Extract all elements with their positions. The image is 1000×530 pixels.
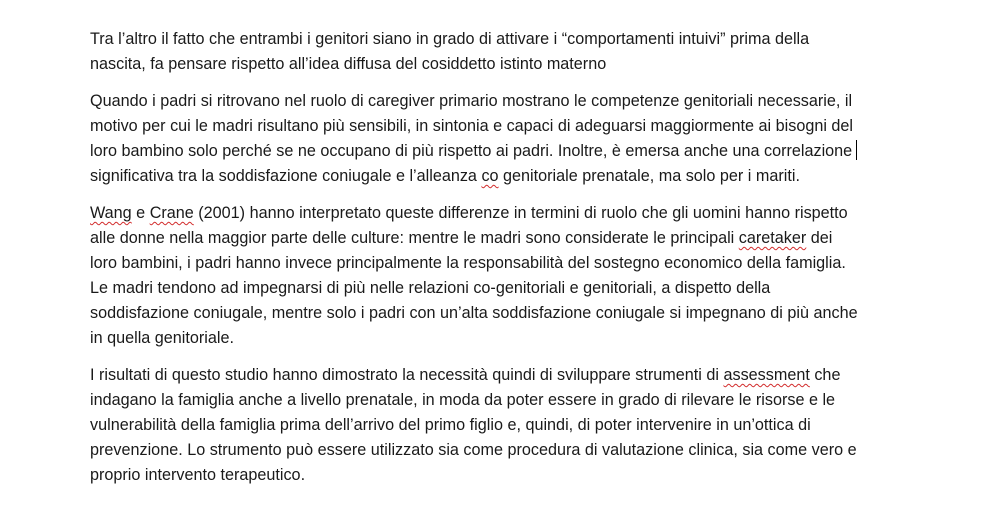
paragraph-4[interactable] [90,363,960,488]
text-line [90,164,960,189]
misspelled-word[interactable]: assessment [723,366,810,384]
text-run: vulnerabilità della famiglia prima dell’arrivo del primo figlio e, quindi, di poter intervenire in un’ottica di [90,416,811,434]
text-run: (2001) hanno interpretato queste differenze in termini di ruolo che gli uomini hanno rispetto [193,204,848,222]
text-run: genitoriale prenatale, ma solo per i mariti. [498,167,800,185]
misspelled-word[interactable]: Crane [149,204,194,222]
misspelled-word[interactable]: caretaker [738,229,807,247]
text-cursor [856,140,857,160]
text-run: soddisfazione coniugale, mentre solo i padri con un’alta soddisfazione coniugale si impegnano di più anche [90,304,858,322]
text-line [90,114,960,139]
text-line [90,201,960,226]
paragraph-2[interactable] [90,89,960,189]
text-line [90,139,960,164]
text-line [90,301,960,326]
text-run: dei [806,229,833,247]
text-line [90,251,960,276]
text-line [90,413,960,438]
misspelled-word[interactable]: Wang [90,204,132,222]
text-run: Le madri tendono ad impegnarsi di più nelle relazioni co-genitoriali e genitoriali, a dispetto della [90,279,771,297]
text-line [90,27,960,52]
text-run: nascita, fa pensare rispetto all’idea diffusa del cosiddetto istinto materno [90,55,607,73]
text-run: loro bambino solo perché se ne occupano di più rispetto ai padri. Inoltre, è emersa anche una correlazione [90,142,853,160]
text-line [90,438,960,463]
text-run: e [131,204,150,222]
text-line [90,463,960,488]
text-run: in quella genitoriale. [90,329,234,347]
text-line [90,89,960,114]
text-run: alle donne nella maggior parte delle culture: mentre le madri sono considerate le principali [90,229,739,247]
text-run: Quando i padri si ritrovano nel ruolo di caregiver primario mostrano le competenze genitoriali necessarie, il [90,92,853,110]
text-run: prevenzione. Lo strumento può essere utilizzato sia come procedura di valutazione clinica, sia come vero e [90,441,857,459]
text-run: significativa tra la soddisfazione coniugale e l’alleanza [90,167,482,185]
text-line [90,276,960,301]
text-line [90,52,960,77]
text-line [90,226,960,251]
misspelled-word[interactable]: co [481,167,499,185]
paragraph-1[interactable] [90,27,960,77]
text-line [90,363,960,388]
paragraph-3[interactable] [90,201,960,351]
text-run: proprio intervento terapeutico. [90,466,306,484]
text-run: indagano la famiglia anche a livello prenatale, in moda da poter essere in grado di rilevare le risorse e le [90,391,836,409]
text-run: I risultati di questo studio hanno dimostrato la necessità quindi di sviluppare strumenti di [90,366,724,384]
text-run: che [809,366,841,384]
text-line [90,388,960,413]
text-line [90,326,960,351]
text-run: loro bambini, i padri hanno invece principalmente la responsabilità del sostegno economico della famiglia. [90,254,846,272]
document-body[interactable] [90,27,960,500]
text-run: Tra l’altro il fatto che entrambi i genitori siano in grado di attivare i “comportamenti intuivi” prima della [90,30,810,48]
text-run: motivo per cui le madri risultano più sensibili, in sintonia e capaci di adeguarsi maggiormente ai bisogni del [90,117,854,135]
